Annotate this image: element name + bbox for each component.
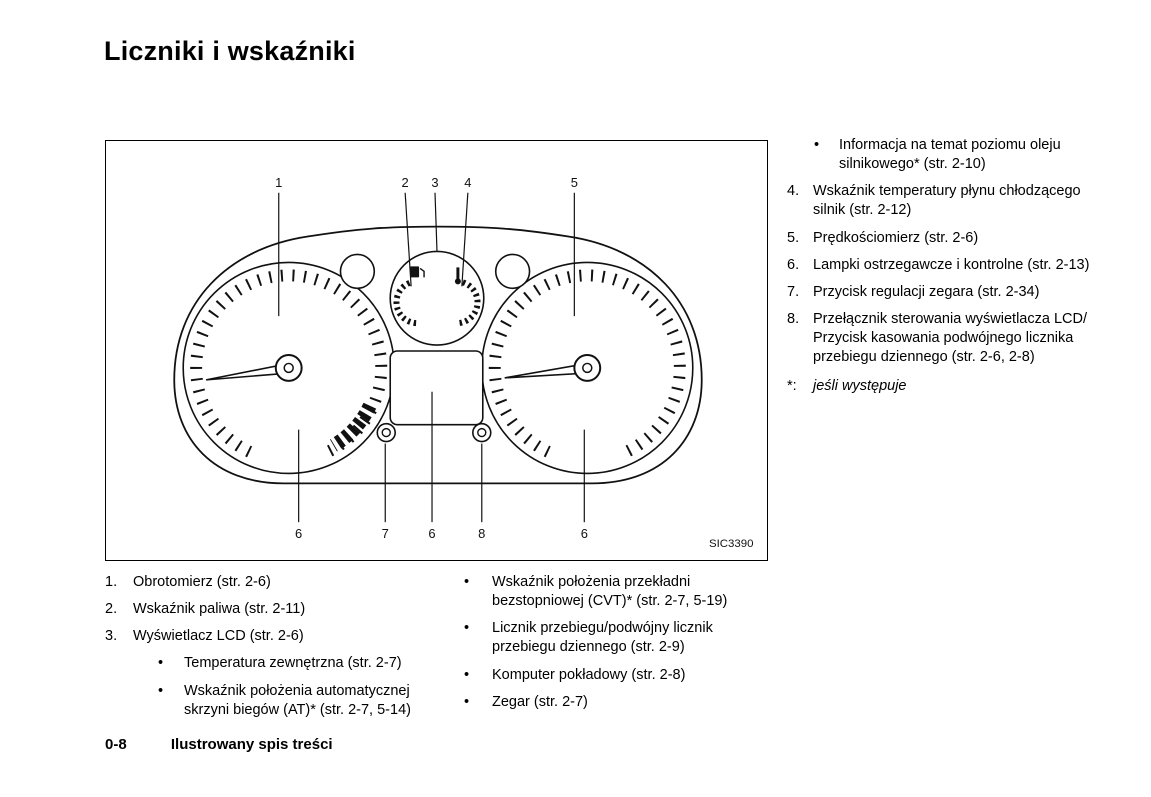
warning-light-circle-left xyxy=(340,254,374,288)
item-marker: • xyxy=(464,574,470,590)
item-marker: 7. xyxy=(787,283,800,300)
item-text: Wskaźnik temperatury płynu chłodzącego silnik (str. 2-12) xyxy=(813,183,1081,219)
list-item xyxy=(464,619,760,657)
list-item xyxy=(787,310,1109,367)
list-item xyxy=(787,182,1109,220)
callout-number-8: 8 xyxy=(478,526,486,542)
item-marker: • xyxy=(158,682,164,699)
center-gauge-dial xyxy=(390,251,484,345)
callout-number-7: 7 xyxy=(381,526,389,542)
instrument-cluster-drawing xyxy=(106,141,767,560)
list-item xyxy=(464,666,760,685)
clock-adjust-button-center xyxy=(382,429,390,437)
footnote xyxy=(787,377,1109,396)
list-item xyxy=(787,229,1109,248)
speedometer-hub-center xyxy=(583,363,592,372)
item-text: Wyświetlacz LCD (str. 2-6) xyxy=(133,628,304,645)
list-subitem xyxy=(105,682,457,720)
footer-section-title: Ilustrowany spis treści xyxy=(170,736,333,753)
item-marker: • xyxy=(464,693,470,710)
item-text: Obrotomierz (str. 2-6) xyxy=(133,574,271,590)
item-text: Przełącznik sterowania wyświetlacza LCD/ Przycisk kasowania podwójnego licznika przebiegu dziennego (str. 2-6, 2-8) xyxy=(813,310,1087,366)
callout-number-6-left: 6 xyxy=(295,526,303,542)
callout-number-6-center: 6 xyxy=(428,526,436,542)
figure-code: SIC3390 xyxy=(708,538,754,551)
callout-number-6-right: 6 xyxy=(580,526,588,542)
coolant-temp-icon-bulb xyxy=(455,278,461,284)
list-subitem xyxy=(105,654,457,673)
list-item xyxy=(787,283,1109,302)
callout-number-3: 3 xyxy=(431,174,439,190)
callout-number-1: 1 xyxy=(275,174,283,190)
bottom-middle-item-list xyxy=(464,573,760,720)
item-text: Wskaźnik położenia przekładni bezstopniowej (CVT)* (str. 2-7, 5-19) xyxy=(492,574,728,610)
item-text: Lampki ostrzegawcze i kontrolne (str. 2-13) xyxy=(813,256,1090,273)
item-text: Zegar (str. 2-7) xyxy=(492,693,588,710)
item-text: Prędkościomierz (str. 2-6) xyxy=(813,229,979,246)
item-text: Komputer pokładowy (str. 2-8) xyxy=(492,666,686,683)
page-footer xyxy=(105,736,333,753)
instrument-cluster-figure xyxy=(105,140,768,561)
item-marker: 8. xyxy=(787,310,800,327)
tachometer-hub-center xyxy=(284,363,293,372)
item-marker: 3. xyxy=(105,628,118,645)
right-item-list xyxy=(787,136,1109,396)
list-item xyxy=(787,256,1109,275)
item-text: Licznik przebiegu/podwójny licznik przebiegu dziennego (str. 2-9) xyxy=(492,620,713,656)
footnote-marker: *: xyxy=(787,378,797,395)
item-text: Temperatura zewnętrzna (str. 2-7) xyxy=(184,655,402,672)
lcd-display xyxy=(390,351,483,425)
item-marker: • xyxy=(464,666,470,683)
list-item xyxy=(105,627,457,646)
item-text: Wskaźnik paliwa (str. 2-11) xyxy=(133,601,306,618)
bottom-left-item-list xyxy=(105,573,457,728)
list-item xyxy=(464,573,760,611)
list-item xyxy=(105,573,457,592)
item-text: Wskaźnik położenia automatycznej skrzyni biegów (AT)* (str. 2-7, 5-14) xyxy=(184,682,411,718)
page-number: 0-8 xyxy=(105,736,127,753)
footnote-text: jeśli występuje xyxy=(813,378,907,395)
page-title: Liczniki i wskaźniki xyxy=(104,36,356,66)
item-marker: • xyxy=(814,137,820,153)
callout-number-4: 4 xyxy=(464,174,472,190)
item-text: Przycisk regulacji zegara (str. 2-34) xyxy=(813,283,1040,300)
trip-reset-button-center xyxy=(478,429,486,437)
item-marker: 5. xyxy=(787,229,800,246)
item-marker: 4. xyxy=(787,183,800,200)
item-marker: 6. xyxy=(787,256,800,273)
item-marker: • xyxy=(464,620,470,637)
warning-light-circle-right xyxy=(496,254,530,288)
list-item xyxy=(105,600,457,619)
fuel-pump-icon xyxy=(410,266,419,277)
item-marker: 1. xyxy=(105,574,118,590)
callout-number-2: 2 xyxy=(401,174,409,190)
item-marker: 2. xyxy=(105,601,118,618)
item-text: Informacja na temat poziomu oleju silnikowego* (str. 2-10) xyxy=(839,137,1061,173)
item-marker: • xyxy=(158,655,164,672)
list-item xyxy=(464,693,760,712)
callout-number-5: 5 xyxy=(570,174,578,190)
list-item xyxy=(787,136,1109,174)
